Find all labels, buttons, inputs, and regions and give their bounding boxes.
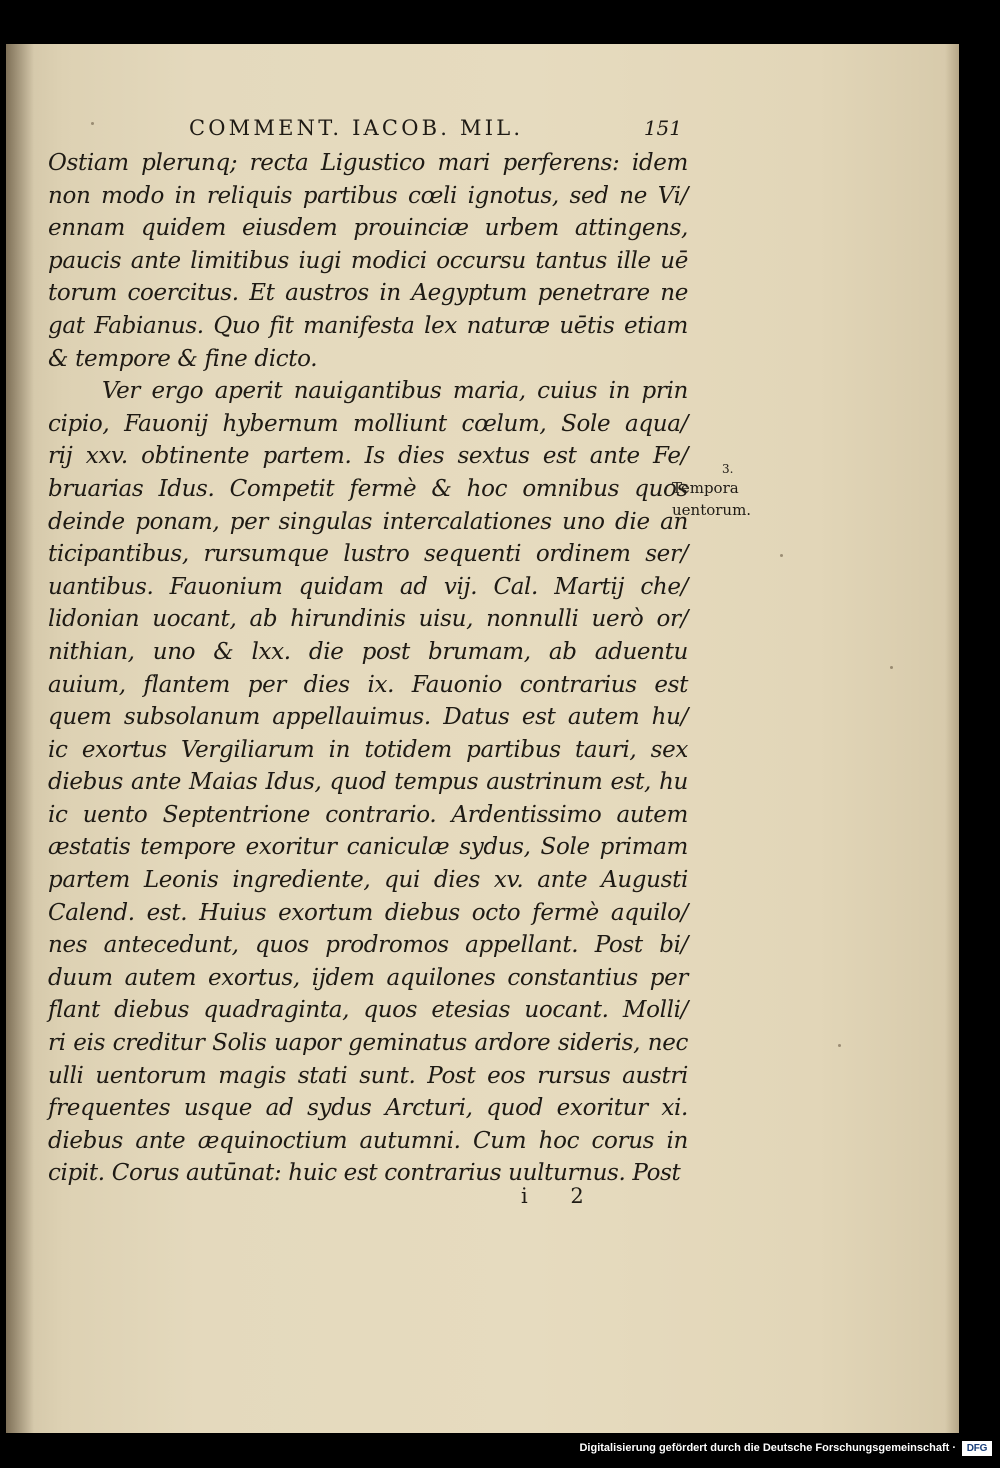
running-head bbox=[189, 116, 684, 150]
text-line: non modo in reliquis partibus cœli ignotus, sed ne Vi/ bbox=[48, 182, 688, 209]
text-line: Ver ergo aperit nauigantibus maria, cuius in prin bbox=[102, 378, 688, 405]
text-line: ennam quidem eiusdem prouinciæ urbem attingens, bbox=[48, 215, 688, 242]
body-text bbox=[48, 147, 688, 1190]
footer-bar bbox=[0, 1440, 1000, 1468]
text-line: deinde ponam, per singulas intercalationes uno die an bbox=[48, 508, 688, 535]
paper-speck bbox=[838, 1044, 841, 1047]
text-line: ic exortus Vergiliarum in totidem partibus tauri, sex bbox=[48, 736, 688, 763]
text-line: cipio, Fauonij hybernum molliunt cœlum, Sole aqua/ bbox=[48, 410, 688, 437]
text-line: ticipantibus, rursumque lustro sequenti ordinem ser/ bbox=[48, 541, 688, 568]
text-line: cipit. Corus autūnat: huic est contrarius uulturnus. Post bbox=[48, 1160, 681, 1187]
text-line: partem Leonis ingrediente, qui dies xv. ante Augusti bbox=[48, 867, 688, 894]
running-title: COMMENT. IACOB. MIL. bbox=[189, 116, 524, 140]
text-line: nes antecedunt, quos prodromos appellant. Post bi/ bbox=[48, 932, 688, 959]
marginal-note-line: uentorum. bbox=[672, 501, 752, 519]
page-edge bbox=[945, 44, 959, 1433]
text-line: diebus ante æquinoctium autumni. Cum hoc corus in bbox=[48, 1127, 688, 1154]
marginal-note-number: 3. bbox=[722, 462, 734, 476]
text-line: duum autem exortus, ijdem aquilones constantius per bbox=[48, 964, 688, 991]
text-line: flant diebus quadraginta, quos etesias uocant. Molli/ bbox=[48, 997, 688, 1024]
marginal-note-line: Tempora bbox=[672, 479, 739, 497]
dfg-logo-icon: DFG bbox=[962, 1441, 992, 1456]
text-line: quem subsolanum appellauimus. Datus est autem hu/ bbox=[48, 704, 688, 731]
text-line: gat Fabianus. Quo fit manifesta lex naturæ uētis etiam bbox=[48, 312, 688, 339]
paper-speck bbox=[890, 666, 893, 669]
text-line: frequentes usque ad sydus Arcturi, quod exoritur xi. bbox=[48, 1095, 688, 1122]
text-line: Calend. est. Huius exortum diebus octo fermè aquilo/ bbox=[48, 899, 688, 926]
text-line: auium, flantem per dies ix. Fauonio contrarius est bbox=[48, 671, 688, 698]
paper-speck bbox=[91, 122, 94, 125]
page-scan bbox=[6, 44, 959, 1433]
text-line: paucis ante limitibus iugi modici occursu tantus ille uē bbox=[48, 247, 688, 274]
folio-number: 151 bbox=[643, 116, 682, 140]
text-line: rij xxv. obtinente partem. Is dies sextus est ante Fe/ bbox=[48, 443, 688, 470]
text-line: diebus ante Maias Idus, quod tempus austrinum est, hu bbox=[48, 769, 688, 796]
text-line: ic uento Septentrione contrario. Ardentissimo autem bbox=[48, 801, 688, 828]
marginal-note bbox=[672, 461, 792, 521]
text-line: lidonian uocant, ab hirundinis uisu, nonnulli uerò or/ bbox=[48, 606, 688, 633]
text-line: Ostiam plerunq; recta Ligustico mari perferens: idem bbox=[48, 150, 688, 176]
text-line: uantibus. Fauonium quidam ad vij. Cal. Martij che/ bbox=[48, 573, 688, 600]
text-line: nithian, uno & lxx. die post brumam, ab aduentu bbox=[48, 638, 688, 665]
funding-credit: Digitalisierung gefördert durch die Deutsche Forschungsgemeinschaft · bbox=[579, 1442, 956, 1454]
text-line: & tempore & fine dicto. bbox=[48, 345, 318, 372]
paper-speck bbox=[780, 554, 783, 557]
text-line: ri eis creditur Solis uapor geminatus ardore sideris, nec bbox=[48, 1030, 688, 1057]
signature-mark: i 2 bbox=[521, 1184, 602, 1208]
gutter-shadow bbox=[6, 44, 34, 1433]
text-line: ulli uentorum magis stati sunt. Post eos rursus austri bbox=[48, 1062, 688, 1089]
text-line: torum coercitus. Et austros in Aegyptum penetrare ne bbox=[48, 280, 688, 307]
text-line: æstatis tempore exoritur caniculæ sydus, Sole primam bbox=[48, 834, 688, 861]
text-line: bruarias Idus. Competit fermè & hoc omnibus quos bbox=[48, 475, 688, 502]
